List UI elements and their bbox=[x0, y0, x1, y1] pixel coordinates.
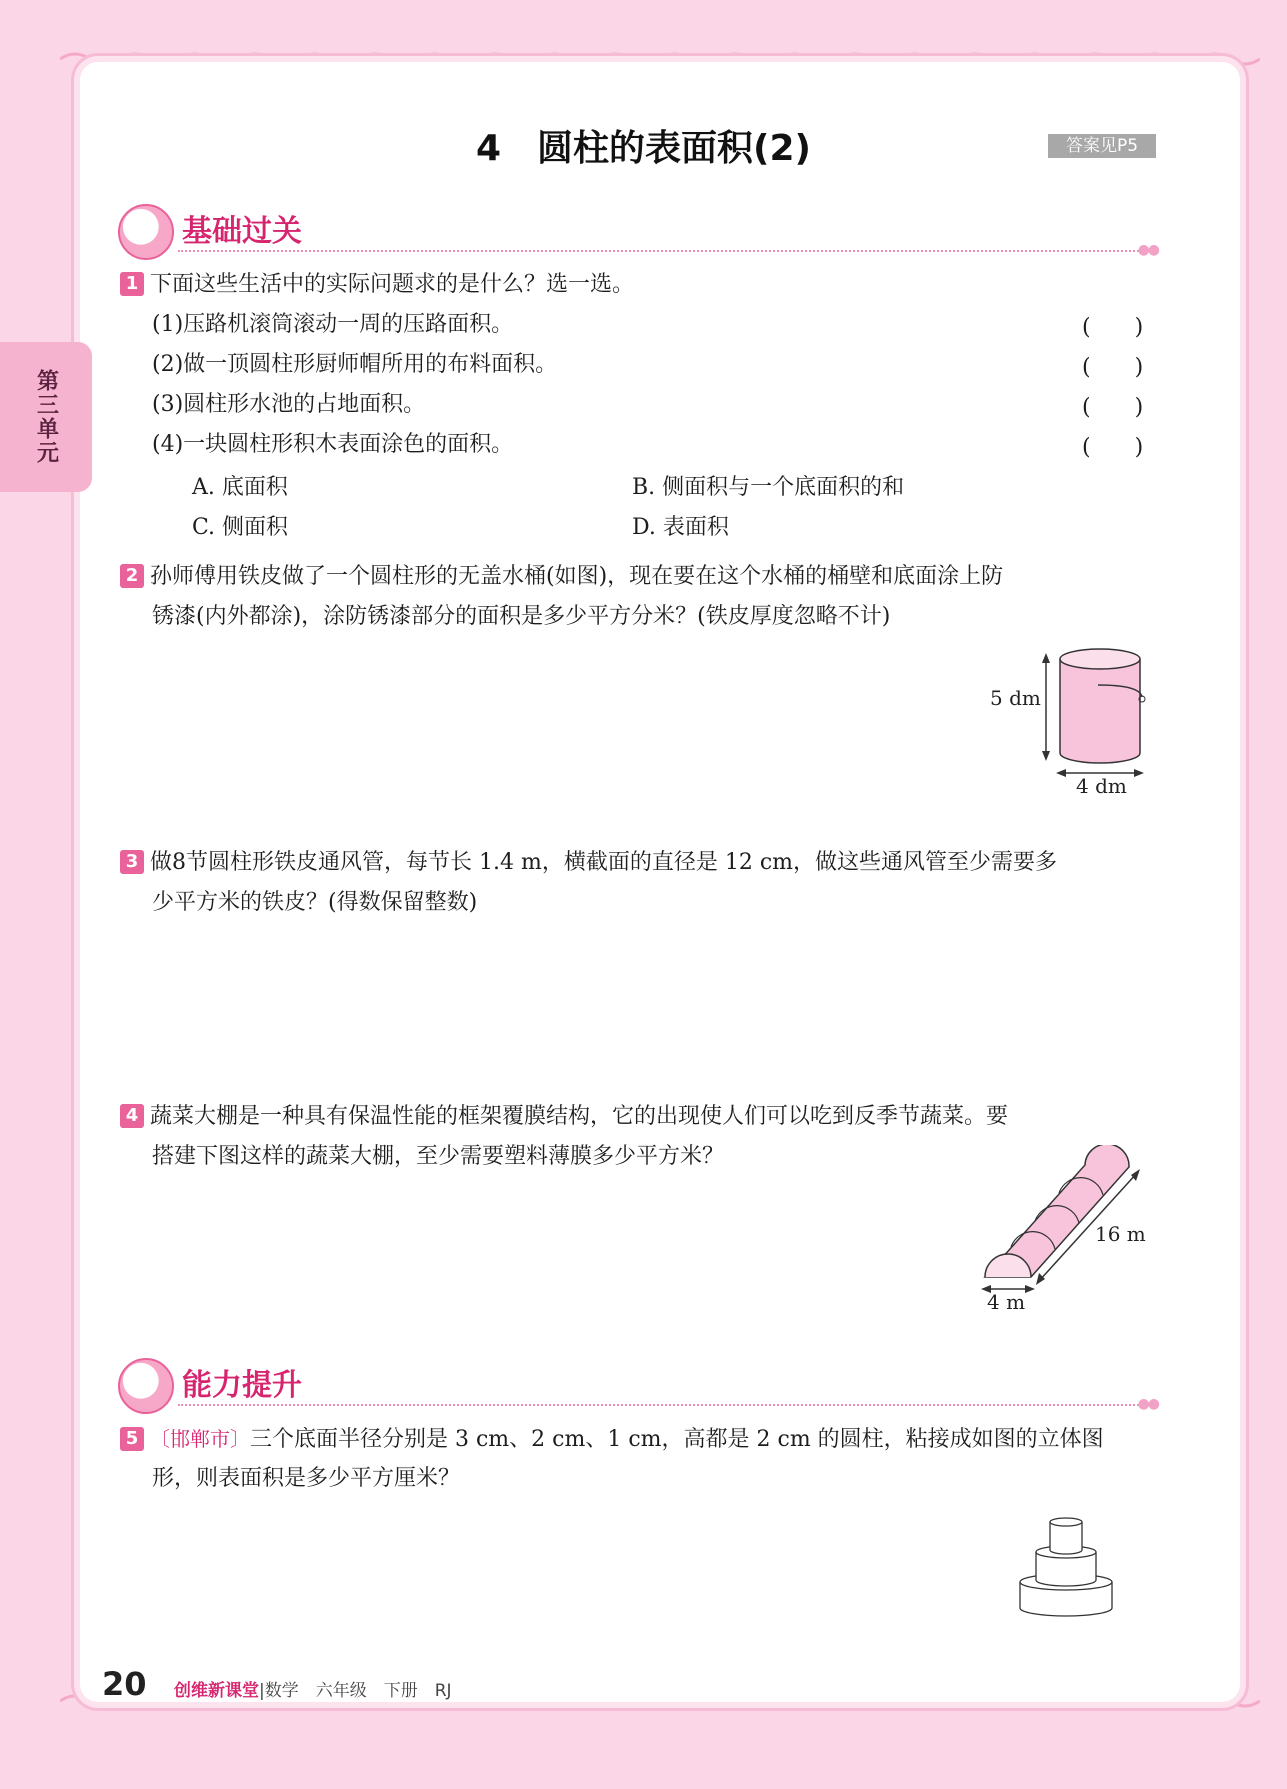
question-number-badge: 1 bbox=[120, 272, 144, 296]
mascot-icon bbox=[118, 1358, 174, 1414]
q1-answer-blank-1[interactable]: ( ) bbox=[1082, 315, 1144, 340]
q1-option-c: C. 侧面积 bbox=[192, 515, 289, 540]
question-4-line-2: 搭建下图这样的蔬菜大棚，至少需要塑料薄膜多少平方米？ bbox=[152, 1144, 725, 1169]
q1-answer-blank-4[interactable]: ( ) bbox=[1082, 435, 1144, 460]
footer-course: 数学 六年级 下册 RJ bbox=[264, 1681, 452, 1701]
section-divider bbox=[178, 250, 1158, 252]
mascot-icon bbox=[118, 204, 174, 260]
q1-item-2 bbox=[152, 350, 1192, 380]
answer-reference-badge: 答案见P5 bbox=[1048, 134, 1156, 158]
page-title: 4 圆柱的表面积(2) bbox=[475, 128, 811, 169]
question-number-badge: 2 bbox=[120, 564, 144, 588]
question-5-line-1: 三个底面半径分别是 3 cm、2 cm、1 cm，高都是 2 cm 的圆柱，粘接成如图的立体图 bbox=[250, 1427, 1104, 1452]
q1-item-1-text: (1)压路机滚筒滚动一周的压路面积。 bbox=[152, 312, 514, 337]
page-number: 20 bbox=[102, 1665, 147, 1703]
question-1-text: 下面这些生活中的实际问题求的是什么？选一选。 bbox=[150, 272, 635, 297]
stacked-cylinders-figure bbox=[1012, 1500, 1122, 1625]
question-number-badge: 4 bbox=[120, 1104, 144, 1128]
dots-icon: ●● bbox=[1137, 1396, 1158, 1412]
unit-side-tab-label: 第三单元 bbox=[33, 369, 59, 465]
footer-separator: | bbox=[259, 1681, 265, 1701]
question-2-line-2: 锈漆(内外都涂)，涂防锈漆部分的面积是多少平方分米？(铁皮厚度忽略不计) bbox=[152, 604, 891, 629]
q1-answer-blank-3[interactable]: ( ) bbox=[1082, 395, 1144, 420]
section-divider bbox=[178, 1404, 1158, 1406]
question-3-line-1: 做8节圆柱形铁皮通风管，每节长 1.4 m，横截面的直径是 12 cm，做这些通风管至少需要多 bbox=[150, 850, 1057, 875]
q1-answer-blank-2[interactable]: ( ) bbox=[1082, 355, 1144, 380]
section-header-basic bbox=[118, 204, 1158, 264]
question-4-line-1: 蔬菜大棚是一种具有保温性能的框架覆膜结构，它的出现使人们可以吃到反季节蔬菜。要 bbox=[150, 1104, 1009, 1129]
section-title-advanced: 能力提升 bbox=[182, 1368, 302, 1403]
dots-icon: ●● bbox=[1137, 242, 1158, 258]
bucket-height-label: 5 dm bbox=[990, 686, 1041, 710]
q1-item-2-text: (2)做一顶圆柱形厨师帽所用的布料面积。 bbox=[152, 352, 558, 377]
question-number-badge: 5 bbox=[120, 1427, 144, 1451]
question-2-line-1: 孙师傅用铁皮做了一个圆柱形的无盖水桶(如图)，现在要在这个水桶的桶壁和底面涂上防 bbox=[150, 564, 1004, 589]
greenhouse-figure bbox=[975, 1145, 1155, 1315]
unit-side-tab bbox=[0, 342, 92, 492]
question-5-line-2: 形，则表面积是多少平方厘米？ bbox=[152, 1466, 461, 1491]
greenhouse-width-label: 4 m bbox=[987, 1290, 1026, 1314]
q1-option-a: A. 底面积 bbox=[192, 475, 288, 500]
bucket-figure bbox=[990, 645, 1150, 795]
question-number-badge: 3 bbox=[120, 850, 144, 874]
bucket-diameter-label: 4 dm bbox=[1076, 774, 1127, 795]
question-3 bbox=[120, 848, 1160, 878]
question-5-region-tag: 〔邯郸市〕 bbox=[150, 1427, 250, 1451]
section-header-advanced bbox=[118, 1358, 1158, 1418]
question-5 bbox=[120, 1424, 1160, 1455]
question-4 bbox=[120, 1102, 1160, 1132]
q1-item-4-text: (4)一块圆柱形积木表面涂色的面积。 bbox=[152, 432, 514, 457]
section-title-basic: 基础过关 bbox=[182, 214, 302, 249]
question-1 bbox=[120, 270, 1160, 300]
q1-item-4 bbox=[152, 430, 1192, 460]
question-3-line-2: 少平方米的铁皮？(得数保留整数) bbox=[152, 890, 478, 915]
q1-option-d: D. 表面积 bbox=[632, 515, 729, 540]
q1-item-1 bbox=[152, 310, 1192, 340]
q1-item-3 bbox=[152, 390, 1192, 420]
footer-series bbox=[174, 1676, 452, 1701]
footer-brand: 创维新课堂 bbox=[174, 1681, 259, 1701]
greenhouse-length-label: 16 m bbox=[1095, 1222, 1146, 1246]
q1-option-b: B. 侧面积与一个底面积的和 bbox=[632, 475, 905, 500]
page-sheet bbox=[80, 62, 1240, 1702]
q1-item-3-text: (3)圆柱形水池的占地面积。 bbox=[152, 392, 426, 417]
question-2 bbox=[120, 562, 1160, 592]
